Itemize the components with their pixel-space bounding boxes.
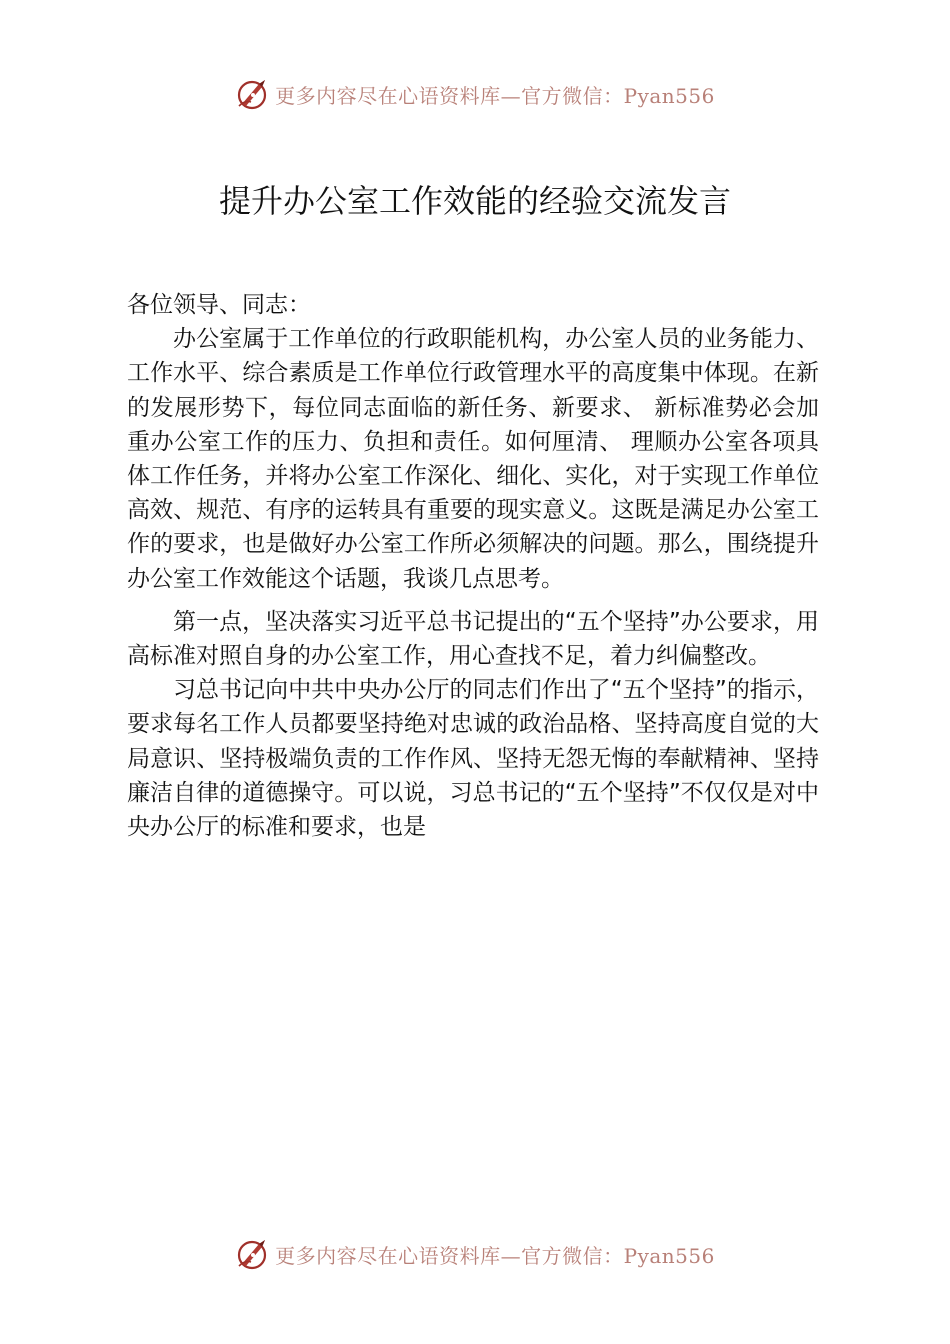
paragraph-five-persistences: 习总书记向中共中央办公厅的同志们作出了“五个坚持”的指示，要求每名工作人员都要坚持绝对忠诚的政治品格、坚持高度自觉的大局意识、坚持极端负责的工作作风、坚持无怨无悔的奉献精神、坚持廉洁自律的道德操守。可以说，习总书记的“五个坚持”不仅仅是对中央办公厅的标准和要求，也是 <box>127 677 819 841</box>
pen-nib-logo-icon <box>235 1236 271 1272</box>
footer-watermark <box>0 1234 950 1274</box>
watermark-text: 更多内容尽在心语资料库—官方微信：Pyan556 <box>275 1243 715 1268</box>
watermark-text: 更多内容尽在心语资料库—官方微信：Pyan556 <box>275 83 715 108</box>
greeting: 各位领导、同志： <box>127 292 311 318</box>
header-watermark <box>0 74 950 114</box>
document-body <box>127 288 819 844</box>
paragraph-intro: 办公室属于工作单位的行政职能机构，办公室人员的业务能力、工作水平、综合素质是工作单位行政管理水平的高度集中体现。在新的发展形势下，每位同志面临的新任务、新要求、 新标准势必会加重办公室工作的压力、负担和责任。如何厘清、 理顺办公室各项具体工作任务，并将办公室工作深化、细化、实化，对于实现工作单位高效、规范、有序的运转具有重要的现实意义。这既是满足办公室工作的要求，也是做好办公室工作所必须解决的问题。那么，围绕提升办公室工作效能这个话题，我谈几点思考。 <box>127 326 819 592</box>
pen-nib-logo-icon <box>235 76 271 112</box>
paragraph-point-one: 第一点，坚决落实习近平总书记提出的“五个坚持”办公要求，用高标准对照自身的办公室工作，用心查找不足，着力纠偏整改。 <box>127 608 819 670</box>
document-title: 提升办公室工作效能的经验交流发言 <box>218 182 731 220</box>
